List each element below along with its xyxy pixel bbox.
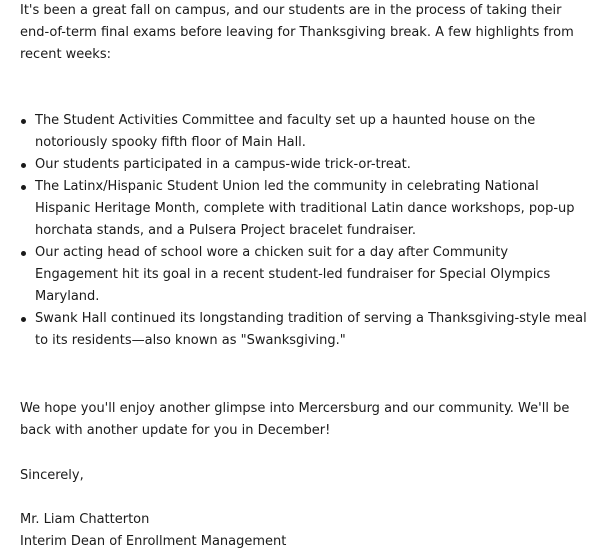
list-item	[20, 154, 592, 176]
signoff: Sincerely,	[20, 468, 84, 483]
list-item-text: Our students participated in a campus-wide trick-or-treat.	[35, 157, 411, 172]
list-item	[20, 176, 592, 242]
list-item	[20, 242, 592, 308]
email-body	[20, 0, 592, 553]
bullet-icon	[21, 317, 26, 322]
signature-name: Mr. Liam Chatterton	[20, 512, 150, 527]
bullet-icon	[21, 163, 26, 168]
closing-paragraph: We hope you'll enjoy another glimpse into Mercersburg and our community. We'll be back with another update for you in December!	[20, 401, 570, 438]
list-item	[20, 308, 592, 352]
bullet-icon	[21, 251, 26, 256]
signature-title: Interim Dean of Enrollment Management	[20, 534, 287, 549]
intro-paragraph: It's been a great fall on campus, and our students are in the process of taking their end-of-term final exams before leaving for Thanksgiving break. A few highlights from recent weeks:	[20, 3, 574, 62]
bullet-icon	[21, 119, 26, 124]
list-item-text: Our acting head of school wore a chicken suit for a day after Community Engagement hit its goal in a recent student-led fundraiser for Special Olympics Maryland.	[35, 245, 551, 304]
highlights-list	[20, 110, 592, 352]
list-item	[20, 110, 592, 154]
list-item-text: Swank Hall continued its longstanding tradition of serving a Thanksgiving-style meal to its residents—also known as "Swanksgiving."	[35, 311, 587, 348]
list-item-text: The Student Activities Committee and faculty set up a haunted house on the notoriously spooky fifth floor of Main Hall.	[35, 113, 536, 150]
list-item-text: The Latinx/Hispanic Student Union led the community in celebrating National Hispanic Heritage Month, complete with traditional Latin dance workshops, pop-up horchata stands, and a Pulsera Project bracelet fundraiser.	[35, 179, 575, 238]
bullet-icon	[21, 185, 26, 190]
